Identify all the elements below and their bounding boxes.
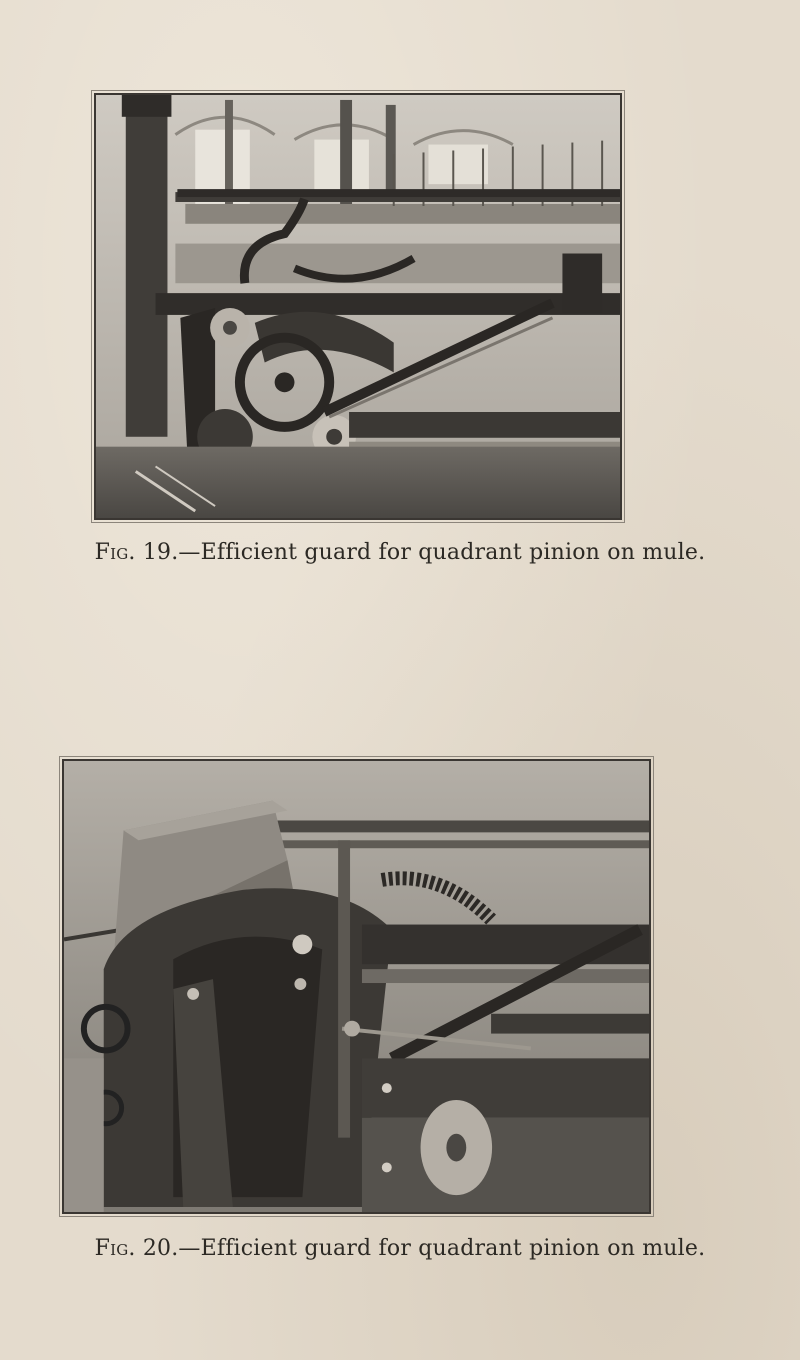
figure-19-caption-text: —Efficient guard for quadrant pinion on mule.	[178, 540, 706, 565]
figure-20-photo	[62, 759, 651, 1214]
figure-19-number: 19.	[142, 540, 179, 565]
figure-19-photo-art	[96, 95, 620, 518]
figure-20-label: Fig.	[94, 1236, 136, 1261]
figure-20-number: 20.	[142, 1236, 179, 1261]
figure-20-photo-art	[64, 761, 649, 1212]
figure-20-caption	[0, 1236, 800, 1261]
figure-19-photo	[94, 93, 622, 520]
figure-19-caption	[0, 540, 800, 565]
figure-20-caption-text: —Efficient guard for quadrant pinion on mule.	[178, 1236, 706, 1261]
figure-19-label: Fig.	[94, 540, 136, 565]
